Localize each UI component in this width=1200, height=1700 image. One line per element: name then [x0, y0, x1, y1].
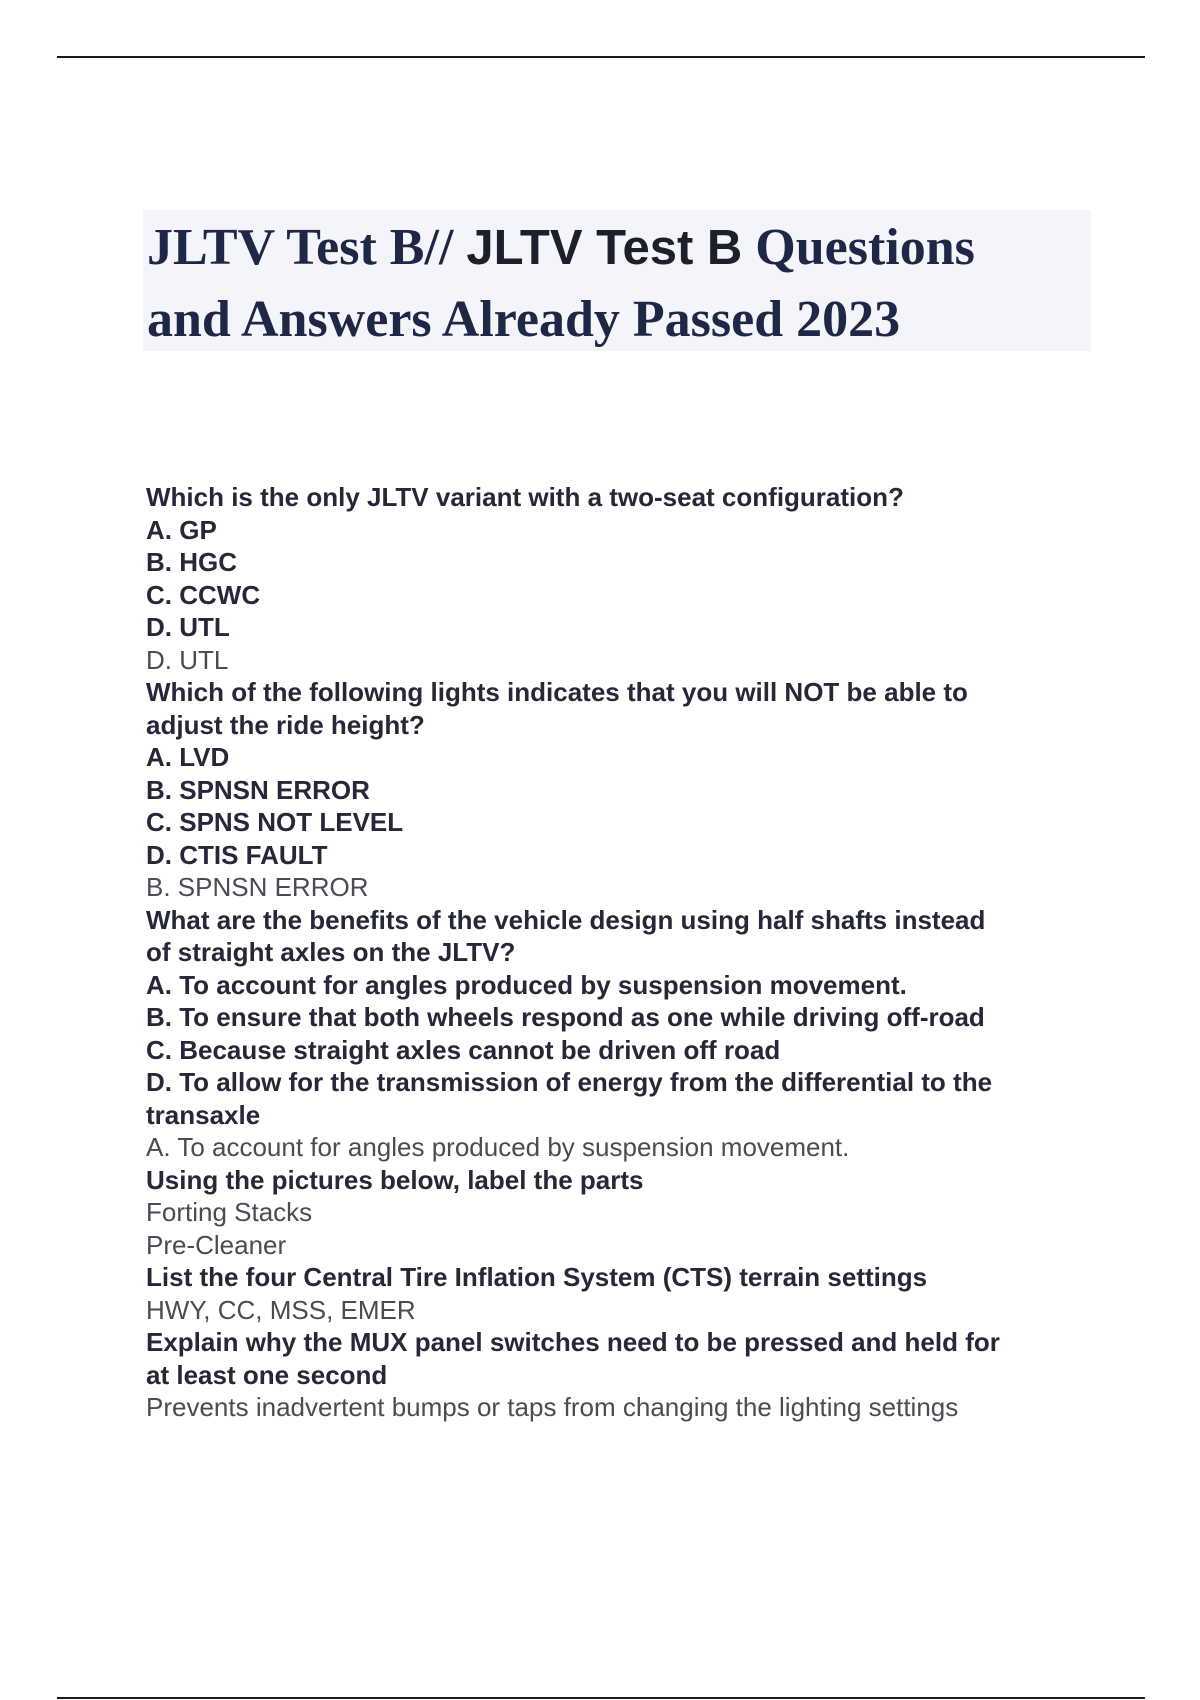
answer-option: D. CTIS FAULT [146, 839, 328, 870]
answer-option: transaxle [146, 1099, 261, 1130]
correct-answer: HWY, CC, MSS, EMER [146, 1294, 416, 1325]
correct-answer: B. SPNSN ERROR [146, 872, 369, 902]
answer-option: C. SPNS NOT LEVEL [146, 807, 404, 837]
answer-option: B. To ensure that both wheels respond as one while driving off-road [146, 1002, 985, 1032]
answer-option: C. CCWC [146, 579, 261, 610]
title-part-sans: JLTV Test B [466, 221, 743, 275]
question-text: Which of the following lights indicates that you will NOT be able to [146, 677, 968, 707]
question-text: Which is the only JLTV variant with a two-seat configuration? [146, 482, 904, 512]
answer-option: B. SPNSN ERROR [146, 774, 370, 805]
answer-option: D. UTL [146, 612, 230, 642]
question-text: adjust the ride height? [146, 709, 425, 740]
answer-option: C. Because straight axles cannot be driven off road [146, 1034, 781, 1065]
qa-item [146, 1326, 1096, 1424]
correct-answer: Pre-Cleaner [146, 1229, 287, 1260]
answer-option: D. To allow for the transmission of energy from the differential to the [146, 1067, 993, 1097]
question-text: of straight axles on the JLTV? [146, 937, 516, 967]
answer-option: A. To account for angles produced by suspension movement. [146, 969, 907, 1000]
document-title-block [143, 210, 1091, 351]
footer-rule [57, 1697, 1145, 1699]
qa-item [146, 1164, 1096, 1262]
qa-item [146, 481, 1096, 676]
title-part-serif-a: JLTV Test B// [147, 219, 467, 276]
document-title-line-2: and Answers Already Passed 2023 [147, 291, 901, 348]
answer-option: A. LVD [146, 742, 230, 772]
qa-item [146, 904, 1096, 1164]
question-text: What are the benefits of the vehicle design using half shafts instead [146, 904, 986, 935]
question-text: Explain why the MUX panel switches need to be pressed and held for [146, 1327, 1000, 1357]
question-text: List the four Central Tire Inflation System (CTS) terrain settings [146, 1262, 928, 1292]
answer-option: A. GP [146, 514, 217, 545]
title-part-serif-b: Questions [742, 219, 975, 276]
qa-item [146, 676, 1096, 904]
document-title-line-1 [147, 212, 1091, 284]
correct-answer: D. UTL [146, 644, 229, 675]
correct-answer: Forting Stacks [146, 1197, 313, 1227]
correct-answer: Prevents inadvertent bumps or taps from changing the lighting settings [146, 1392, 959, 1422]
qa-list [146, 481, 1096, 1424]
question-text: at least one second [146, 1359, 388, 1390]
correct-answer: A. To account for angles produced by suspension movement. [146, 1132, 850, 1162]
question-text: Using the pictures below, label the parts [146, 1164, 644, 1195]
answer-option: B. HGC [146, 547, 237, 577]
header-rule [57, 56, 1145, 58]
qa-item [146, 1261, 1096, 1326]
